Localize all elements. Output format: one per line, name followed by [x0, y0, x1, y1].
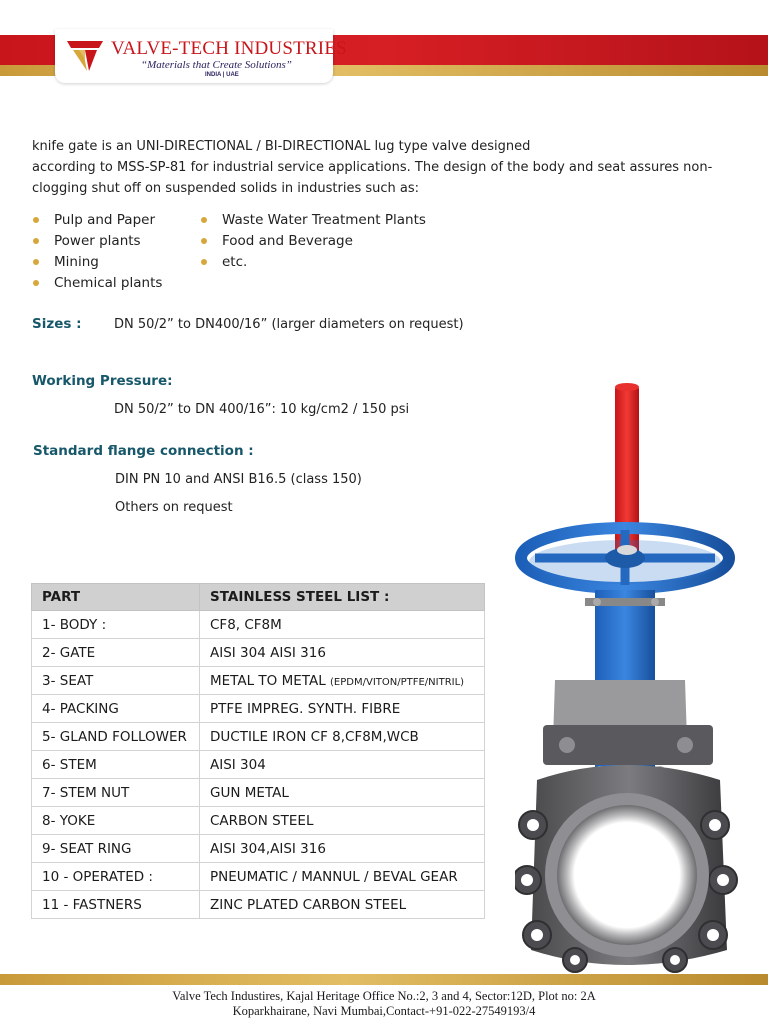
brand-tagline: “Materials that Create Solutions”	[141, 59, 292, 71]
working-pressure-value: DN 50/2” to DN 400/16”: 10 kg/cm2 / 150 psi	[114, 402, 410, 417]
list-item: Food and Beverage	[200, 231, 426, 252]
flange-value-secondary: Others on request	[115, 500, 233, 515]
list-item: Power plants	[32, 231, 162, 252]
list-item: etc.	[200, 252, 426, 273]
material-cell	[200, 611, 485, 639]
table-row	[32, 835, 485, 863]
part-cell: 2- GATE	[32, 639, 200, 667]
footer-line: Valve Tech Industires, Kajal Heritage Office No.:2, 3 and 4, Sector:12D, Plot no: 2A	[172, 989, 596, 1003]
material-cell	[200, 667, 485, 695]
material-text: AISI 304	[210, 756, 266, 773]
sizes-label: Sizes :	[32, 316, 82, 332]
material-cell	[200, 639, 485, 667]
column-header-material: STAINLESS STEEL LIST :	[200, 584, 485, 611]
intro-line: knife gate is an UNI-DIRECTIONAL / BI-DIRECTIONAL lug type valve designed	[32, 139, 531, 154]
list-item: Pulp and Paper	[32, 210, 162, 231]
material-cell	[200, 723, 485, 751]
material-text: ZINC PLATED CARBON STEEL	[210, 896, 407, 913]
material-text: PNEUMATIC / MANNUL / BEVAL GEAR	[210, 868, 458, 885]
footer-gold-band	[0, 974, 768, 985]
column-header-part: PART	[32, 584, 200, 611]
part-cell: 1- BODY :	[32, 611, 200, 639]
material-text: CARBON STEEL	[210, 812, 314, 829]
part-cell: 10 - OPERATED :	[32, 863, 200, 891]
vt-logo-icon	[65, 37, 105, 75]
table-row	[32, 639, 485, 667]
industries-list-right	[200, 210, 426, 273]
table-row	[32, 723, 485, 751]
material-text: PTFE IMPREG. SYNTH. FIBRE	[210, 700, 401, 717]
material-text: AISI 304 AISI 316	[210, 644, 326, 661]
table-row	[32, 807, 485, 835]
footer-line: Koparkhairane, Navi Mumbai,Contact-+91-022-27549193/4	[232, 1004, 536, 1018]
material-cell	[200, 863, 485, 891]
table-row	[32, 779, 485, 807]
industries-list-left	[32, 210, 162, 294]
logo-card	[55, 29, 347, 83]
table-row	[32, 695, 485, 723]
material-cell	[200, 807, 485, 835]
table-row	[32, 751, 485, 779]
sizes-value: DN 50/2” to DN400/16” (larger diameters on request)	[114, 317, 464, 332]
intro-line: according to MSS-SP-81 for industrial service applications. The design of the body and seat assures non-	[32, 160, 713, 175]
table-row	[32, 863, 485, 891]
material-text: DUCTILE IRON CF 8,CF8M,WCB	[210, 728, 419, 745]
material-cell	[200, 695, 485, 723]
knife-gate-valve-icon	[515, 380, 755, 975]
working-pressure-label: Working Pressure:	[32, 373, 173, 389]
material-note: (EPDM/VITON/PTFE/NITRIL)	[330, 676, 465, 688]
part-cell: 5- GLAND FOLLOWER	[32, 723, 200, 751]
material-text: GUN METAL	[210, 784, 289, 801]
table-header-row	[32, 584, 485, 611]
part-cell: 9- SEAT RING	[32, 835, 200, 863]
list-item: Mining	[32, 252, 162, 273]
part-cell: 6- STEM	[32, 751, 200, 779]
brand-name: VALVE-TECH INDUSTRIES	[111, 38, 347, 59]
part-cell: 4- PACKING	[32, 695, 200, 723]
part-cell: 7- STEM NUT	[32, 779, 200, 807]
table-row	[32, 611, 485, 639]
list-item: Chemical plants	[32, 273, 162, 294]
material-cell	[200, 751, 485, 779]
flange-label: Standard flange connection :	[33, 443, 254, 459]
material-cell	[200, 835, 485, 863]
brand-locations: INDIA | UAE	[205, 72, 239, 78]
table-row	[32, 667, 485, 695]
material-text: METAL TO METAL	[210, 672, 326, 689]
intro-paragraph	[32, 136, 752, 199]
part-cell: 11 - FASTNERS	[32, 891, 200, 919]
list-item: Waste Water Treatment Plants	[200, 210, 426, 231]
material-cell	[200, 891, 485, 919]
footer-address	[0, 989, 768, 1019]
material-text: CF8, CF8M	[210, 616, 282, 633]
part-cell: 3- SEAT	[32, 667, 200, 695]
flange-value: DIN PN 10 and ANSI B16.5 (class 150)	[115, 472, 362, 487]
parts-table	[31, 583, 485, 919]
intro-line: clogging shut off on suspended solids in industries such as:	[32, 181, 420, 196]
material-cell	[200, 779, 485, 807]
table-row	[32, 891, 485, 919]
material-text: AISI 304,AISI 316	[210, 840, 326, 857]
part-cell: 8- YOKE	[32, 807, 200, 835]
